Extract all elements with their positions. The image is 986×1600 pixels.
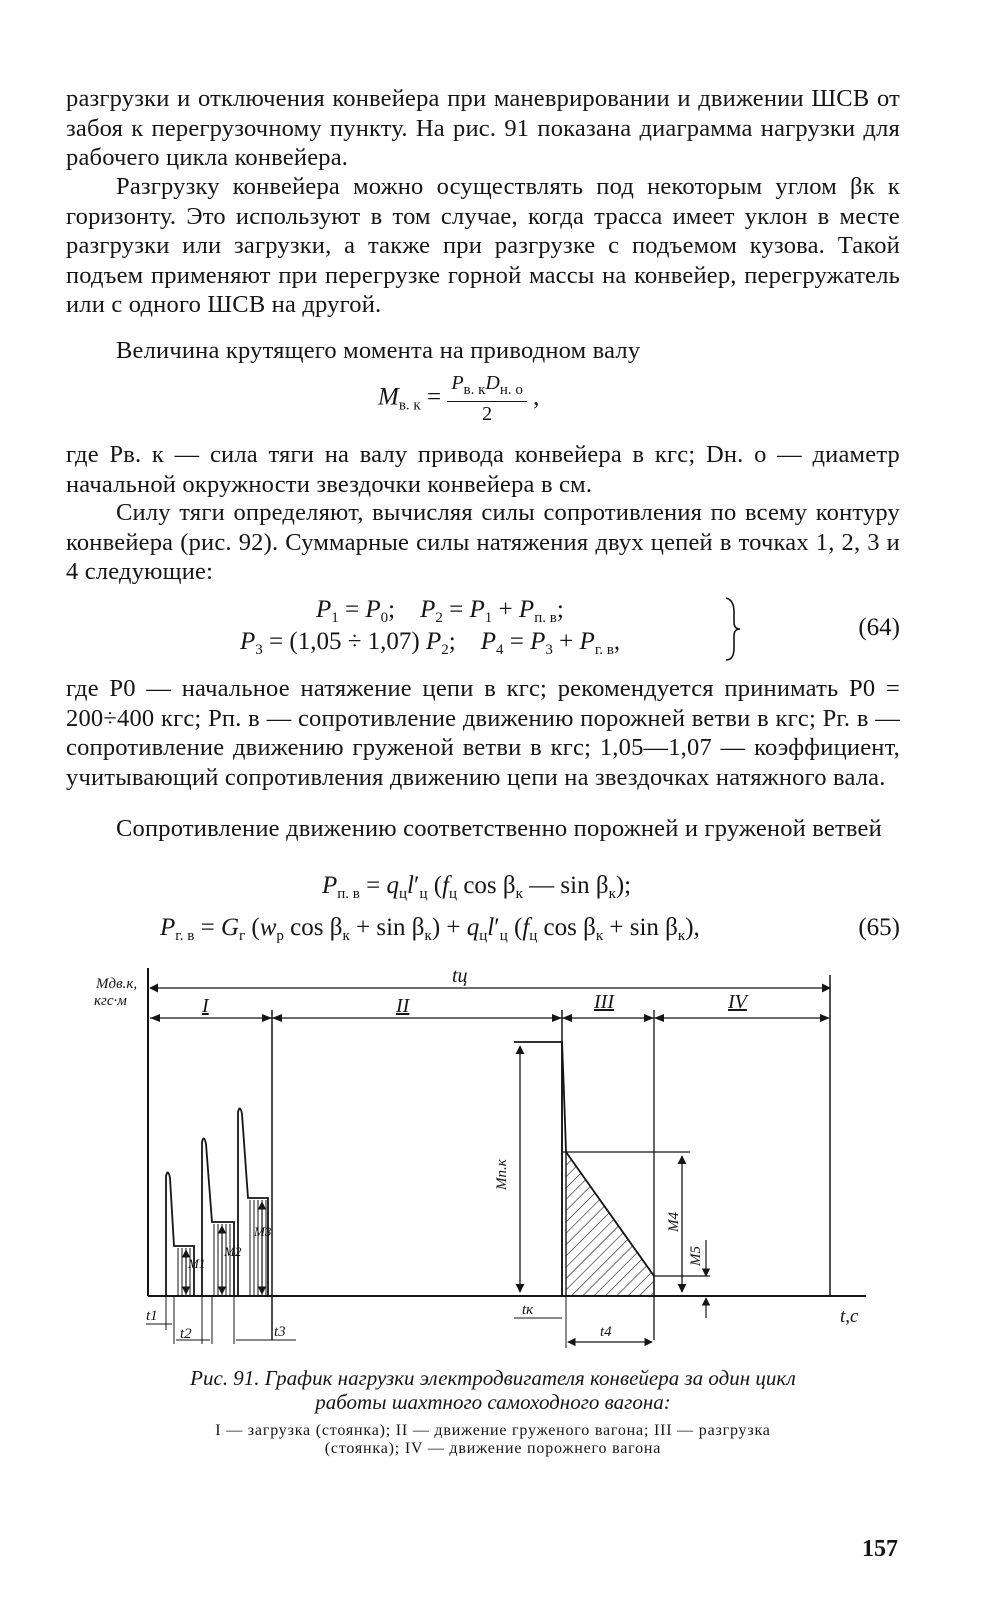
x-axis-label: t,c	[840, 1306, 859, 1327]
label-m4: M4	[666, 1212, 682, 1232]
load-shelf-3	[248, 1200, 268, 1296]
y-axis-label-2: кгс·м	[94, 993, 127, 1009]
unload-peak-top	[514, 1042, 562, 1296]
paragraph-5: Силу тяги определяют, вычисляя силы сопротивления по всему контуру конвейера (рис. 92). Суммарные силы натяжения двух цепей в точках 1, 2, 3 и 4 следующие:	[66, 499, 900, 586]
formula-65-line1: $P_{п. в} = q_цl'_ц$ ($f_ц$ $\cos \beta_к$ — $\sin \beta_к$);	[322, 872, 632, 902]
phase-label-4: IV	[728, 991, 747, 1013]
y-axis-label-1: Mдв.к,	[96, 976, 138, 992]
paragraph-2: Разгрузку конвейера можно осуществлять под некоторым углом βк к горизонту. Это используют в том случае, когда трасса имеет уклон в месте разгрузки или загрузки, а также при разгрузке с подъемом кузова. Такой подъем применяют при перегрузке горной массы на конвейер, перегружатель или с одного ШСВ на другой.	[66, 173, 900, 319]
label-t1: t1	[146, 1308, 158, 1324]
hatched-unload-area	[566, 1152, 654, 1296]
label-mpk: Mп.к	[494, 1159, 510, 1190]
figure-91-load-diagram	[0, 950, 986, 1370]
phase-label-3: III	[594, 991, 614, 1013]
phase-label-2: II	[396, 995, 410, 1017]
label-t4: t4	[600, 1324, 612, 1340]
equation-number-64: (64)	[858, 614, 900, 641]
brace-64	[722, 596, 742, 662]
phase-label-1: I	[202, 995, 209, 1017]
formula-65-line2: $P_{г. в} = G_г$ ($w_р$ $\cos \beta_к + \sin \beta_к) + q_цl'_ц$ ($f_ц$ $\cos \beta_к + \sin \beta_к$),	[160, 914, 700, 944]
cycle-label: tц	[452, 965, 468, 987]
paragraph-1: разгрузки и отключения конвейера при маневрировании и движении ШСВ от забоя к перегрузочному пункту. На рис. 91 показана диаграмма нагрузки для рабочего цикла конвейера.	[66, 85, 900, 172]
formula-torque: $M_{в. к}$ = $\frac{P_{в. к}D_{н. о}}{2}$ ,	[378, 372, 540, 425]
paragraph-4: где Pв. к — сила тяги на валу привода конвейера в кгс; Dн. о — диаметр начальной окружности звездочки конвейера в см.	[66, 441, 900, 498]
page-number: 157	[862, 1536, 898, 1562]
label-m2: M2	[224, 1244, 242, 1259]
figure-legend-line2: (стоянка); IV — движение порожнего вагона	[324, 1440, 662, 1457]
equation-number-65: (65)	[858, 914, 900, 941]
label-m5: M5	[688, 1246, 704, 1266]
paragraph-6: где P0 — начальное натяжение цепи в кгс; рекомендуется принимать P0 = 200÷400 кгс; Pп. в — сопротивление движению порожней ветви в кгс; Pг. в — сопротивление движению груженой ветви в кгс; 1,05—1,07 — коэффициент, учитывающий сопротивления движению цепи на звездочках натяжного вала.	[66, 675, 900, 791]
label-m3: M3	[254, 1224, 272, 1239]
figure-caption-line2: работы шахтного самоходного вагона:	[315, 1390, 671, 1414]
formula-64-line1: $P_1 = P_0$; $P_2 = P_1 + P_{п. в}$;	[316, 596, 564, 626]
label-m1: M1	[188, 1256, 206, 1271]
figure-legend-line1: I — загрузка (стоянка); II — движение груженого вагона; III — разгрузка	[215, 1422, 771, 1439]
paragraph-3: Величина крутящего момента на приводном валу	[116, 337, 641, 364]
label-tk: tк	[522, 1302, 534, 1318]
paragraph-7: Сопротивление движению соответственно порожней и груженой ветвей	[116, 815, 882, 842]
label-t2: t2	[180, 1326, 192, 1342]
label-t3: t3	[274, 1324, 286, 1340]
formula-64-line2: $P_3 = (1,05 \div 1,07)$ $P_2$; $P_4 = P_3 + P_{г. в}$,	[240, 628, 621, 658]
figure-caption-line1: Рис. 91. График нагрузки электродвигателя конвейера за один цикл	[190, 1366, 796, 1390]
